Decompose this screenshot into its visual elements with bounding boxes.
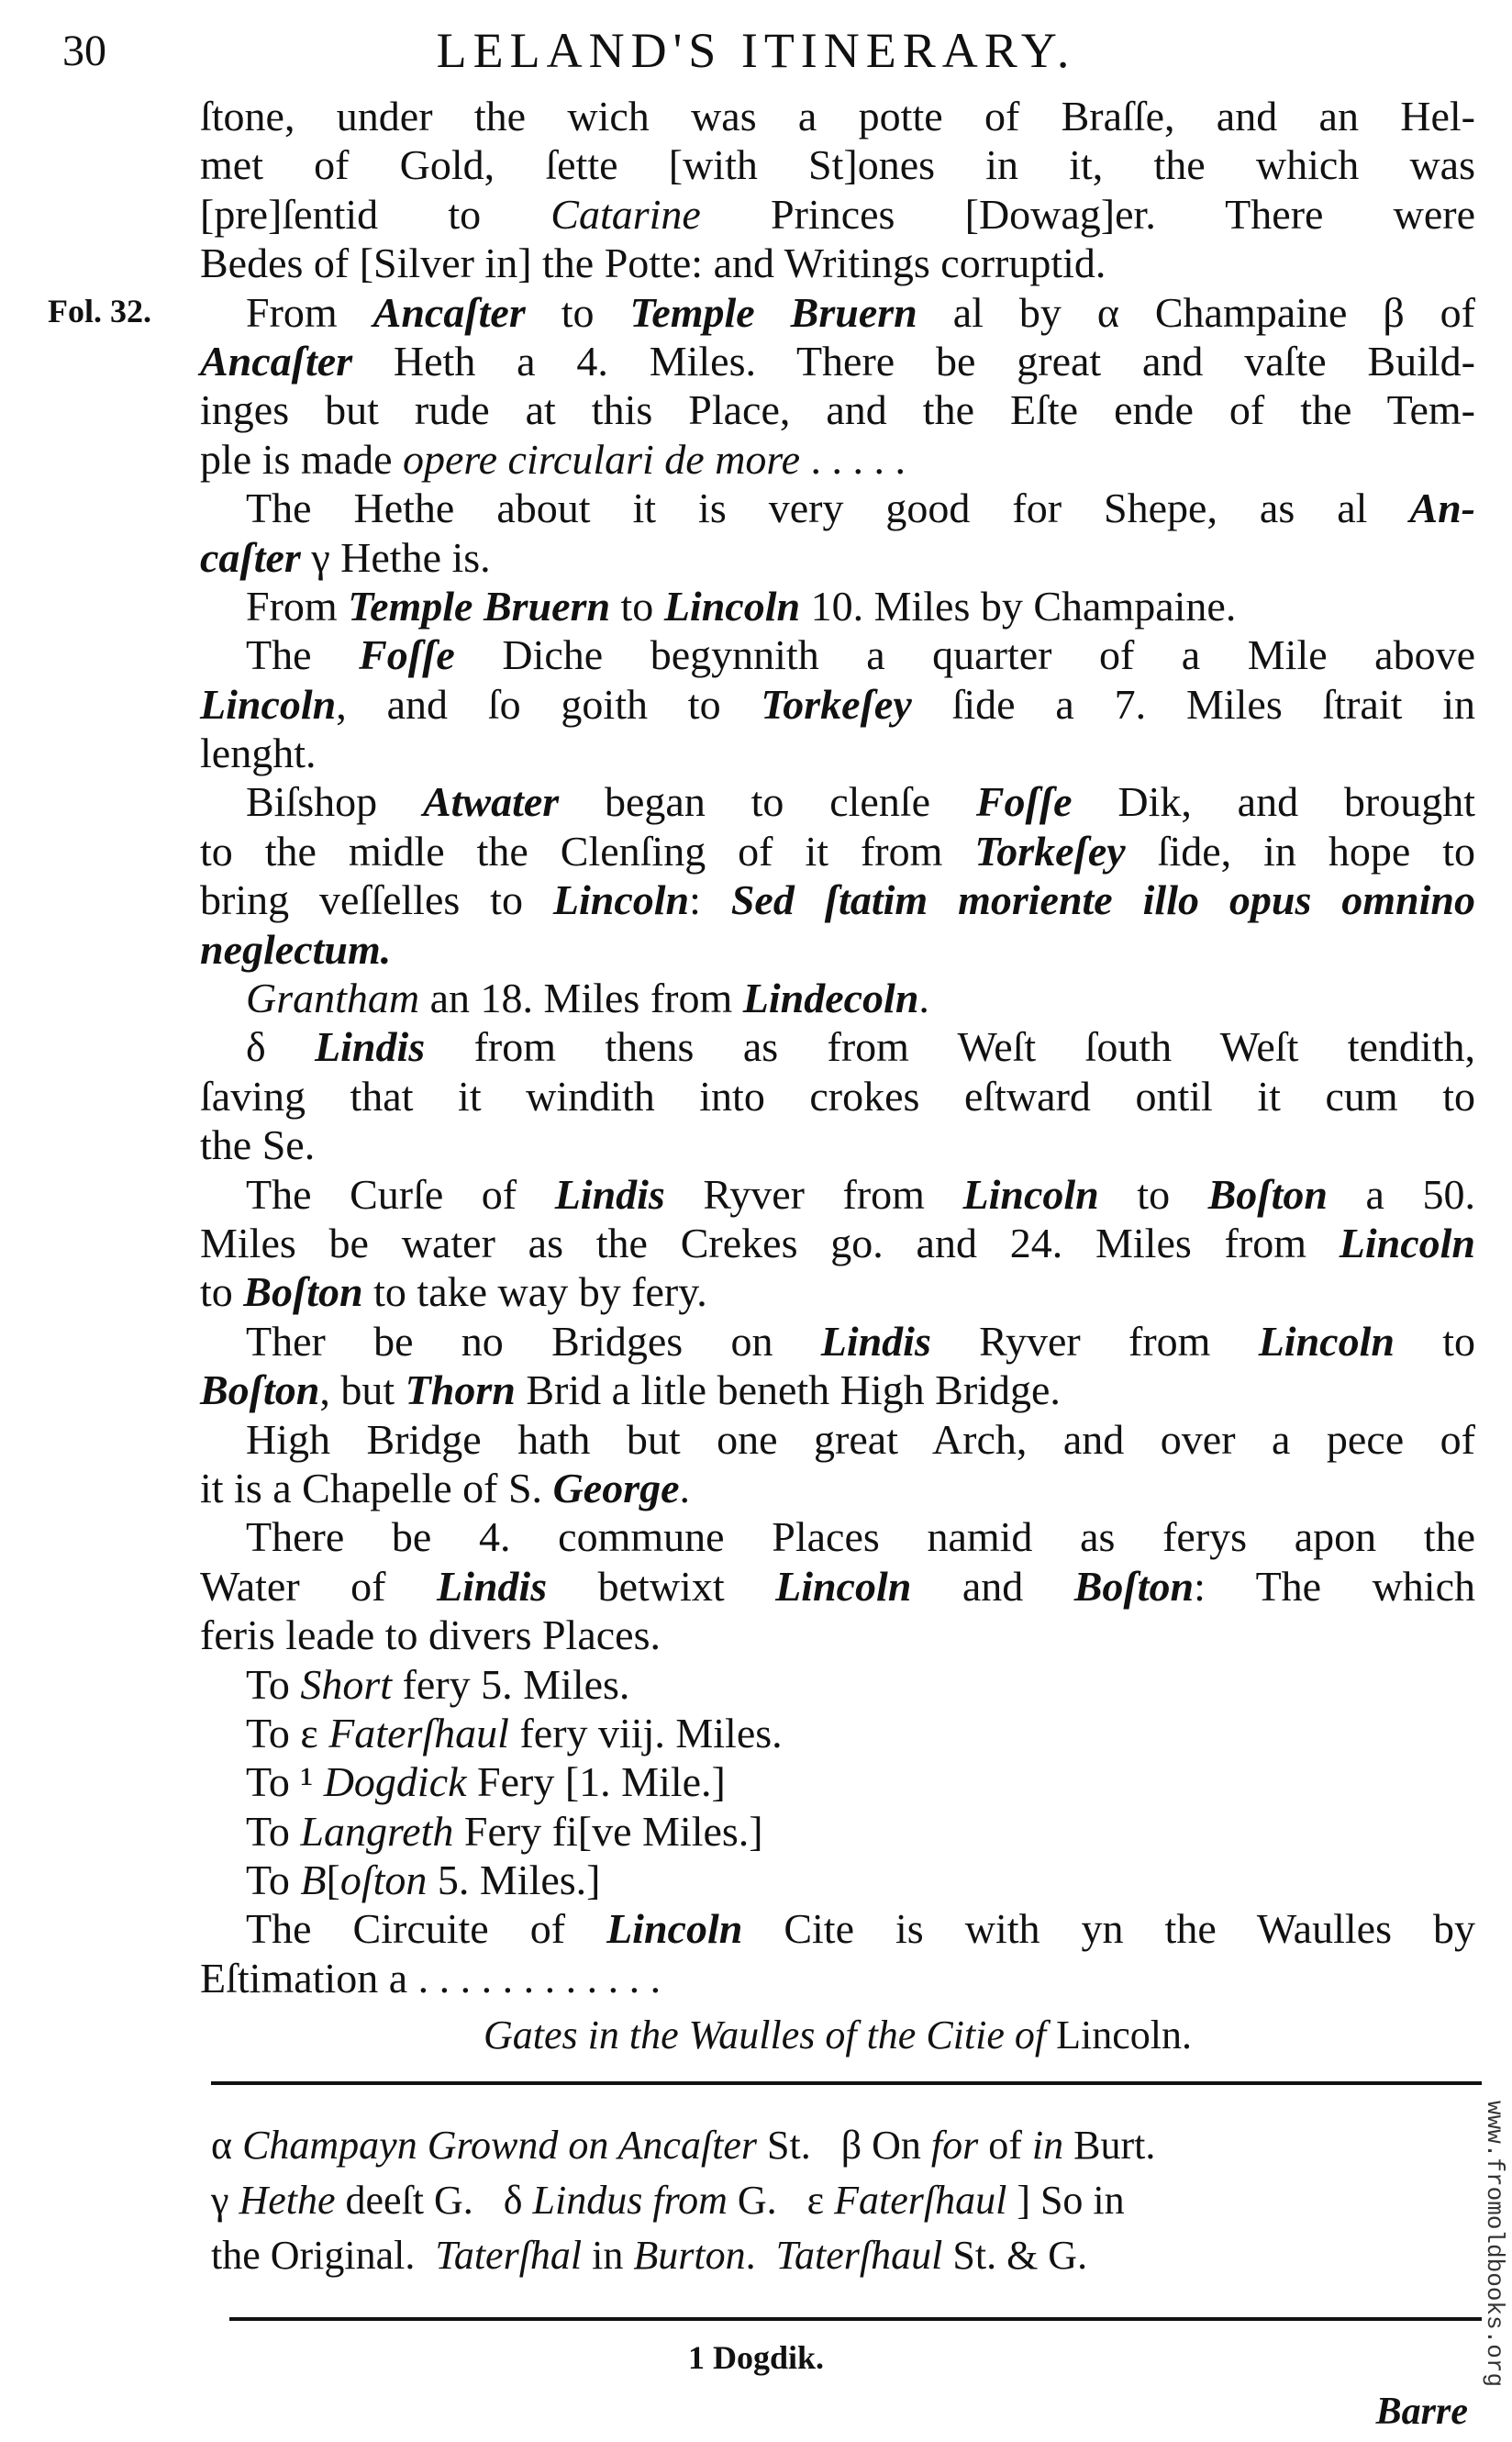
text-line: The Curſe of Lindis Ryver from Lincoln to Boſton a 50. — [246, 1170, 1476, 1218]
text-line: Water of Lindis betwixt Lincoln and Boſton: The which — [200, 1562, 1475, 1610]
footnote-line: the Original. Taterſhal in Burton. Taterſhaul St. & G. — [211, 2233, 1088, 2278]
text-line: Ancaſter Heth a 4. Miles. There be great and vaſte Build- — [200, 337, 1475, 385]
text-line: From Ancaſter to Temple Bruern al by α Champaine β of — [246, 288, 1476, 336]
text-line: The Foſſe Diche begynnith a quarter of a Mile above — [246, 631, 1476, 679]
watermark-text: www.fromoldbooks.org — [1481, 2100, 1508, 2388]
text-line: neglectum. — [200, 925, 392, 973]
text-line: met of Gold, ſette [with St]ones in it, the which was — [200, 141, 1475, 189]
margin-note-folio: Fol. 32. — [48, 293, 151, 329]
text-line: caſter γ Hethe is. — [200, 533, 491, 581]
text-line: Miles be water as the Crekes go. and 24. Miles from Lincoln — [200, 1219, 1475, 1266]
text-line: Eſtimation a . . . . . . . . . . . . — [200, 1954, 662, 2002]
text-line: To Short fery 5. Miles. — [246, 1660, 630, 1708]
text-line: ſtone, under the wich was a potte of Braſſe, and an Hel- — [200, 93, 1475, 139]
footnote-line: α Champayn Grownd on Ancaſter St. β On for of in Burt. — [211, 2123, 1156, 2168]
text-line: High Bridge hath but one great Arch, and over a pece of — [246, 1415, 1475, 1463]
catchword: Barre — [1375, 2391, 1468, 2433]
text-line: To ε Faterſhaul fery viij. Miles. — [246, 1709, 783, 1756]
text-line: Grantham an 18. Miles from Lindecoln. — [246, 975, 929, 1022]
text-line: The Circuite of Lincoln Cite is with yn the Waulles by — [246, 1905, 1475, 1953]
bottom-note: 1 Dogdik. — [687, 2339, 825, 2376]
footnotes — [211, 2118, 1477, 2283]
text-line: Boſton, but Thorn Brid a litle beneth High Bridge. — [200, 1366, 1061, 1414]
body-text — [200, 92, 1475, 2002]
footnote-rule — [211, 2081, 1482, 2085]
text-line: There be 4. commune Places namid as ferys apon the — [246, 1513, 1475, 1561]
text-line: bring veſſelles to Lincoln: Sed ſtatim moriente illo opus omnino — [200, 876, 1475, 924]
text-line: Biſshop Atwater began to clenſe Foſſe Dik, and brought — [246, 778, 1475, 826]
page-number: 30 — [62, 27, 106, 75]
text-line: To ¹ Dogdick Fery [1. Mile.] — [246, 1758, 726, 1806]
text-line: [pre]ſentid to Catarine Princes [Dowag]er. There were — [200, 190, 1475, 238]
text-line: feris leade to divers Places. — [200, 1611, 661, 1659]
text-line: To Langreth Fery fi[ve Miles.] — [246, 1807, 763, 1855]
text-line: to the midle the Clenſing of it from Torkeſey ſide, in hope to — [200, 827, 1475, 875]
text-line: the Se. — [200, 1121, 316, 1169]
text-line: lenght. — [200, 730, 317, 777]
text-line: To B[oſton 5. Miles.] — [246, 1857, 601, 1904]
running-head: LELAND'S ITINERARY. — [436, 23, 1076, 78]
text-line: ſaving that it windith into crokes eſtward ontil it cum to — [200, 1072, 1475, 1120]
text-line: ple is made opere circulari de more . . . . . — [200, 435, 906, 483]
text-line: inges but rude at this Place, and the Eſte ende of the Tem- — [200, 386, 1475, 434]
text-line: Ther be no Bridges on Lindis Ryver from Lincoln to — [246, 1317, 1475, 1365]
text-line: δ Lindis from thens as from Weſt ſouth Weſt tendith, — [246, 1023, 1475, 1071]
text-line: The Hethe about it is very good for Shepe, as al An- — [246, 485, 1475, 532]
bottom-rule — [229, 2317, 1482, 2321]
text-line: Lincoln, and ſo goith to Torkeſey ſide a 7. Miles ſtrait in — [200, 680, 1476, 728]
text-line: From Temple Bruern to Lincoln 10. Miles by Champaine. — [246, 582, 1237, 630]
text-line: Bedes of [Silver in] the Potte: and Writings corruptid. — [200, 240, 1106, 287]
text-line: to Boſton to take way by fery. — [200, 1268, 707, 1316]
footnote-line: γ Hethe deeſt G. δ Lindus from G. ε Faterſhaul ] So in — [211, 2178, 1125, 2223]
section-heading: Gates in the Waulles of the Citie of Lincoln. — [484, 2013, 1192, 2057]
text-line: it is a Chapelle of S. George. — [200, 1464, 691, 1511]
